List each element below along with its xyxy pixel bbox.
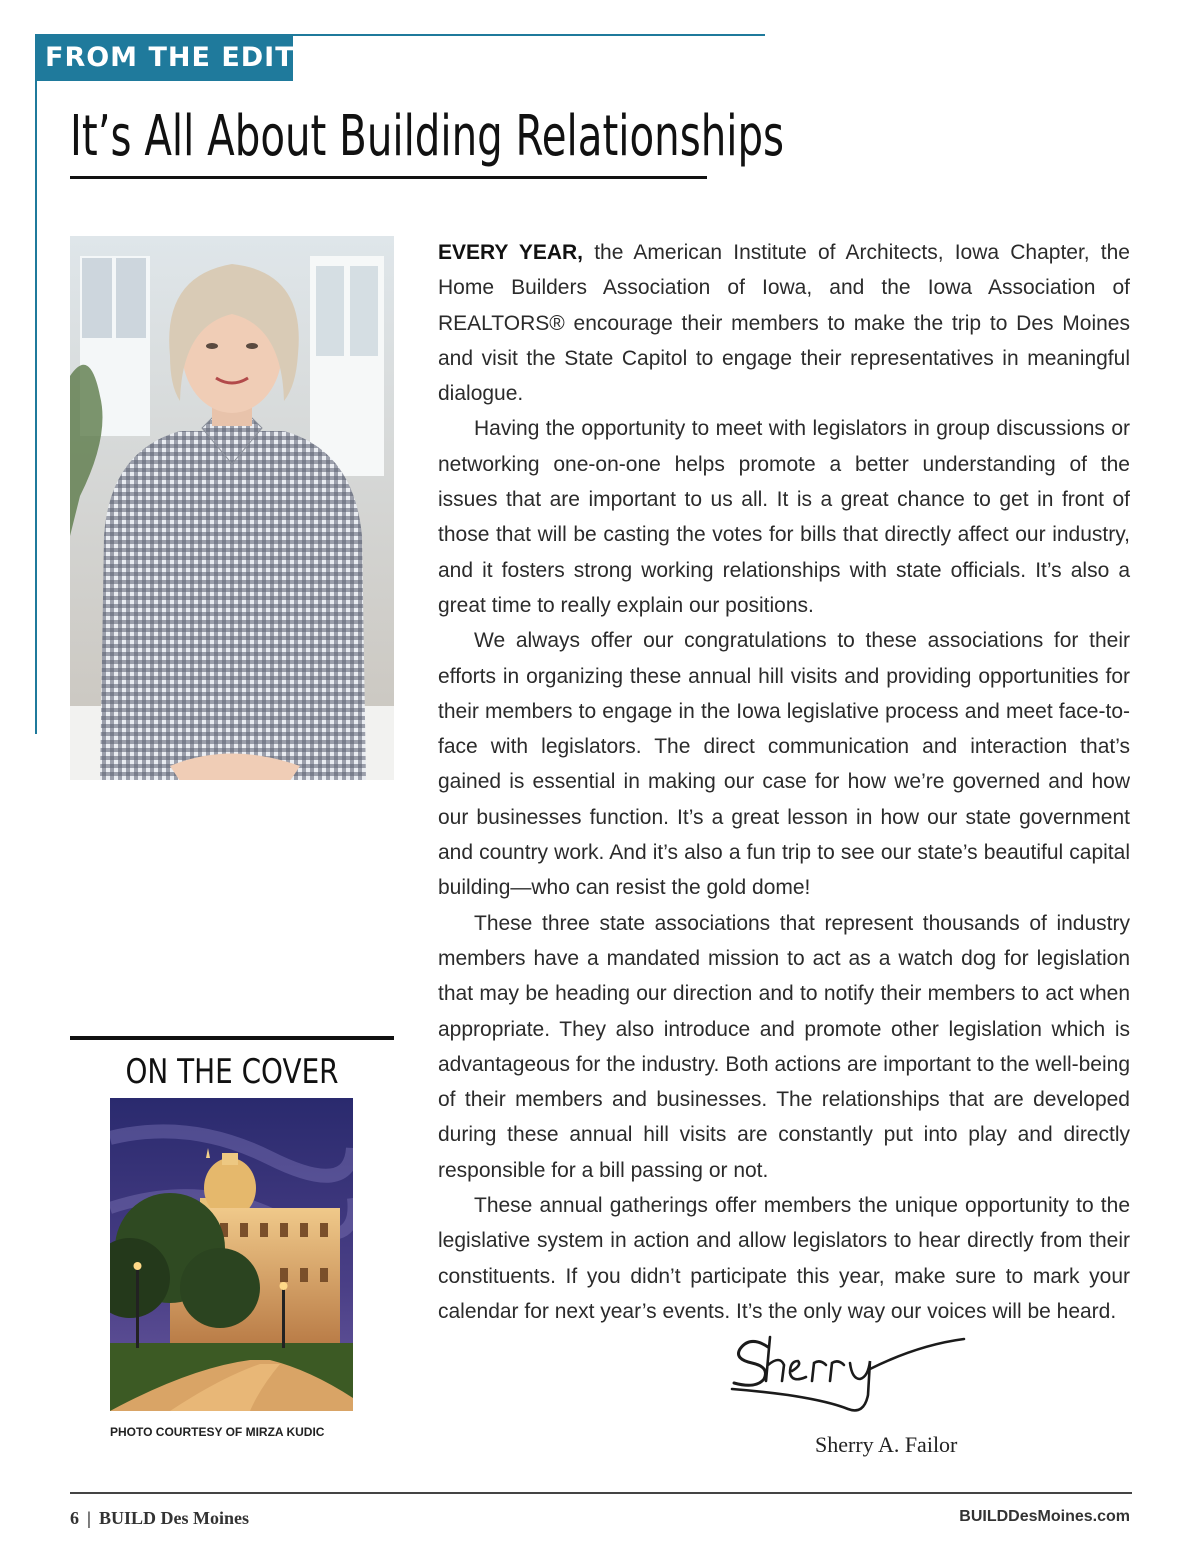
cover-divider [70, 1036, 394, 1040]
signature [728, 1325, 968, 1420]
page-number: 6 [70, 1508, 79, 1528]
author-name: Sherry A. Failor [815, 1432, 958, 1457]
lead-in: EVERY YEAR, [438, 241, 584, 264]
footer-divider [70, 1492, 1132, 1494]
photo-credit: PHOTO COURTESY OF MIRZA KUDIC [110, 1425, 325, 1439]
footer-website-link[interactable]: BUILDDesMoines.com [959, 1508, 1130, 1525]
footer-folio [70, 1508, 249, 1529]
page-title: It’s All About Building Relationships [70, 104, 785, 169]
footer-separator: | [87, 1508, 91, 1528]
paragraph-text: the American Institute of Architects, Iowa Chapter, the Home Builders Association of Iowa, and the Iowa Association of REALTORS® encourage their members to make the trip to Des Moines and visit the State Capitol to engage their representatives in meaningful dialogue. [438, 241, 1130, 406]
article-paragraph-5: These annual gatherings offer members the unique opportunity to the legislative system in action and allow legislators to hear directly from their constituents. If you didn’t participate this year, make sure to mark your calendar for next year’s events. It’s the only way our voices will be heard. [438, 1194, 1130, 1323]
cover-photo [110, 1098, 353, 1411]
article-body [438, 235, 1130, 1329]
publication-name: BUILD Des Moines [98, 1508, 249, 1528]
article-paragraph-4: These three state associations that represent thousands of industry members have a mandated mission to act as a watch dog for legislation that may be heading our direction and to notify their members to act when appropriate. They also introduce and promote other legislation which is advantageous for the industry. Both actions are important to the well-being of their members and businesses. The relationships that are developed during these annual hill visits are constantly put into play and directly responsible for a bill passing or not. [438, 911, 1130, 1182]
cover-heading: ON THE COVER [125, 1052, 339, 1092]
article-paragraph-2: Having the opportunity to meet with legislators in group discussions or networking one-on-one helps promote a better understanding of the issues that are important to us all. It is a great chance to get in front of those that will be casting the votes for bills that directly affect our industry, and it fosters strong working relationships with state officials. It’s also a great time to really explain our positions. [438, 417, 1130, 617]
title-underline [70, 176, 707, 179]
editor-portrait [70, 236, 394, 780]
article-paragraph-3: We always offer our congratulations to these associations for their efforts in organizing these annual hill visits and providing opportunities for their members to engage in the Iowa legislative process and meet face-to-face with legislators. The direct communication and interaction that’s gained is essential in making our case for how we’re governed and how our businesses function. It’s a great lesson in how our state government and country work. And it’s also a fun trip to see our state’s beautiful capital building—who can resist the gold dome! [438, 629, 1130, 900]
article-paragraph-1 [438, 235, 1130, 411]
frame-left-line [35, 34, 37, 734]
section-tag: FROM THE EDITOR [35, 34, 293, 81]
